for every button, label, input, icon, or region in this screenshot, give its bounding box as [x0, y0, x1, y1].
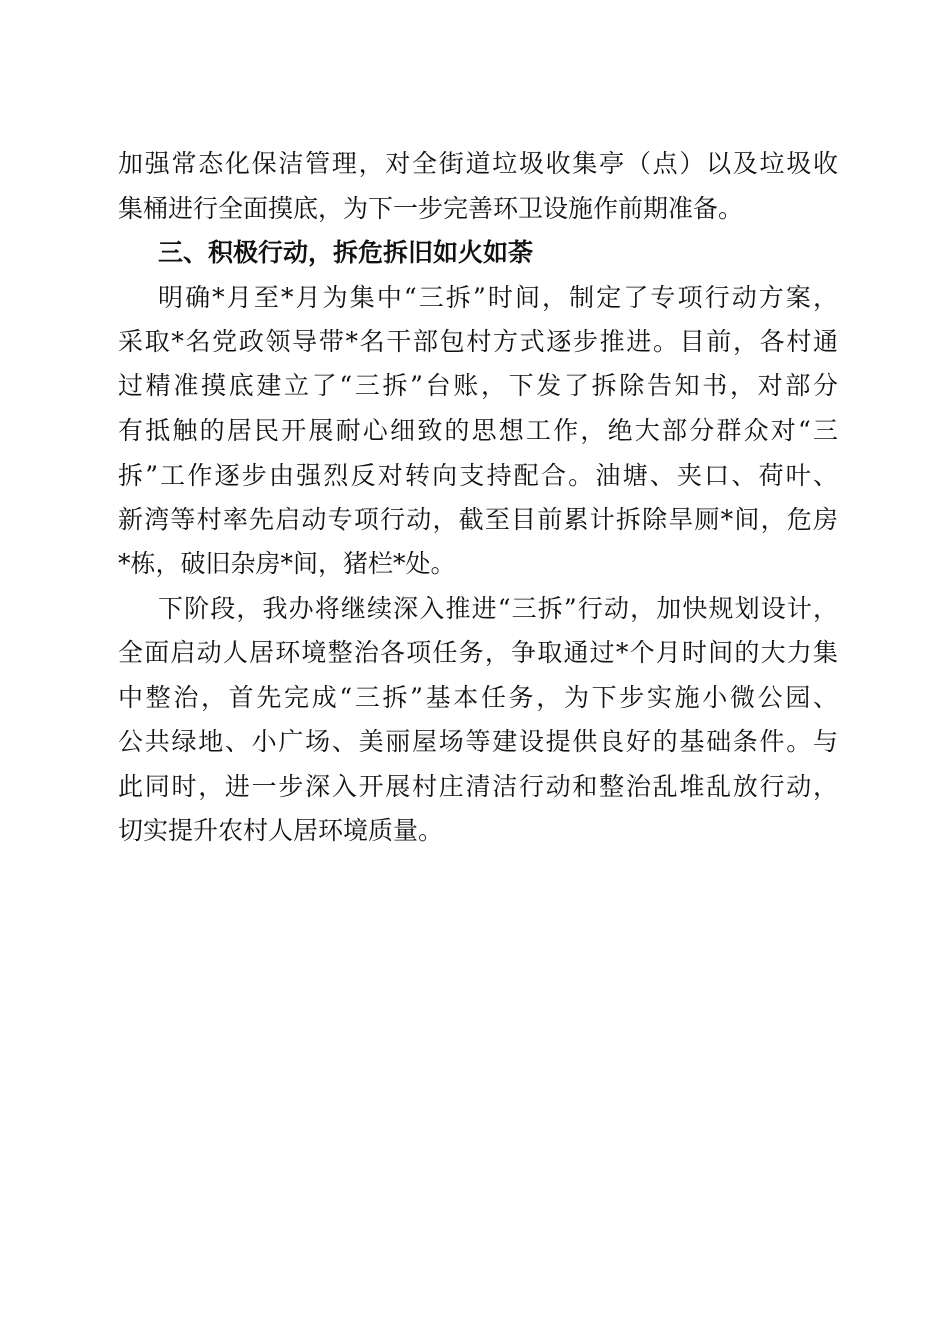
- paragraph-line: 新湾等村率先启动专项行动，截至目前累计拆除旱厕*间，危房: [118, 505, 838, 534]
- paragraph-line: 下阶段，我办将继续深入推进“三拆”行动，加快规划设计，: [158, 594, 838, 623]
- paragraph-line: 明确*月至*月为集中“三拆”时间，制定了专项行动方案，: [158, 283, 838, 312]
- paragraph-line: 中整治，首先完成“三拆”基本任务，为下步实施小微公园、: [118, 683, 838, 712]
- paragraph-line: 全面启动人居环境整治各项任务，争取通过*个月时间的大力集: [118, 638, 838, 667]
- section-heading: 三、积极行动，拆危拆旧如火如荼: [158, 238, 534, 267]
- paragraph-line: 过精准摸底建立了“三拆”台账，下发了拆除告知书，对部分: [118, 371, 838, 400]
- paragraph-line: 有抵触的居民开展耐心细致的思想工作，绝大部分群众对“三: [118, 416, 838, 445]
- paragraph-line: 拆”工作逐步由强烈反对转向支持配合。油塘、夹口、荷叶、: [118, 461, 838, 490]
- paragraph-line: 集桶进行全面摸底，为下一步完善环卫设施作前期准备。: [118, 194, 744, 223]
- paragraph-line: *栋，破旧杂房*间，猪栏*处。: [118, 549, 456, 578]
- paragraph-line: 采取*名党政领导带*名干部包村方式逐步推进。目前，各村通: [118, 327, 838, 356]
- paragraph-line: 加强常态化保洁管理，对全街道垃圾收集亭（点）以及垃圾收: [118, 149, 838, 178]
- paragraph-line: 此同时，进一步深入开展村庄清洁行动和整治乱堆乱放行动，: [118, 772, 838, 801]
- paragraph-line: 公共绿地、小广场、美丽屋场等建设提供良好的基础条件。与: [118, 727, 838, 756]
- paragraph-line: 切实提升农村人居环境质量。: [118, 816, 444, 845]
